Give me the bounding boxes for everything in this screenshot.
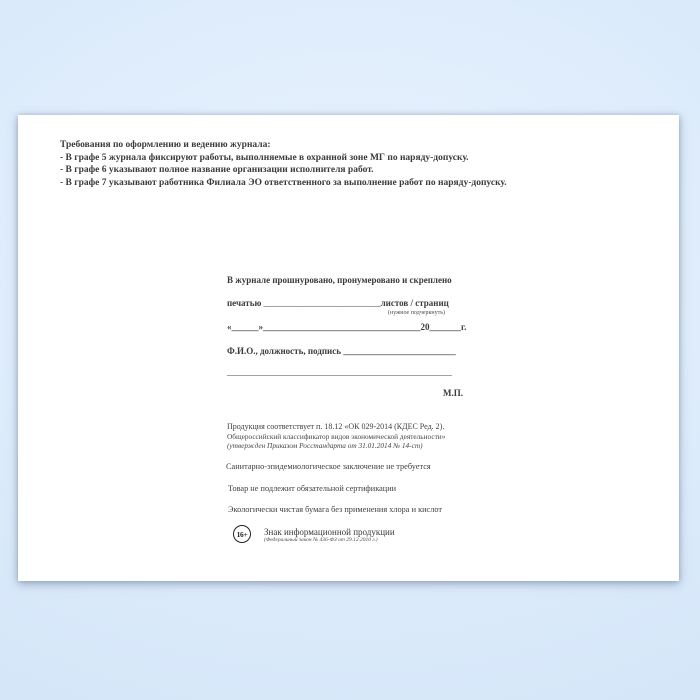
ecology-note: Экологически чистая бумага без применения хлора и кислот bbox=[228, 505, 443, 514]
conformity-line-3: (утвержден Приказом Росстандарта от 31.01.2014 № 14-ст) bbox=[227, 441, 423, 450]
info-mark-law-note: (Федеральный закон № 436-ФЗ от 29.12.2010 г.) bbox=[264, 537, 378, 543]
seal-suffix: листов / страниц bbox=[380, 298, 449, 308]
requirement-item: - В графе 6 указывают полное название организации исполнителя работ. bbox=[60, 165, 374, 176]
requirement-item: - В графе 7 указывают работника Филиала ЭО ответственного за выполнение работ по наряду-допуску. bbox=[60, 178, 507, 189]
underline-note: (нужное подчеркнуть) bbox=[388, 310, 445, 316]
conformity-line-2: Общероссийский классификатор видов экономической деятельности» bbox=[227, 432, 446, 441]
age-16-badge-text: 16+ bbox=[236, 529, 248, 539]
requirements-block bbox=[60, 139, 550, 190]
seal-prefix: печатью bbox=[227, 298, 262, 308]
certification-note: Товар не подлежит обязательной сертификации bbox=[228, 484, 397, 493]
seal-line bbox=[227, 298, 449, 308]
sanitary-note: Санитарно-эпидемиологическое заключение не требуется bbox=[226, 462, 431, 471]
stamp-place-abbr: М.П. bbox=[443, 388, 463, 398]
age-16-badge-icon bbox=[233, 525, 251, 543]
binding-statement: В журнале прошнуровано, пронумеровано и скреплено bbox=[227, 275, 452, 285]
seal-blank-field: __________________________ bbox=[263, 298, 381, 308]
date-blank-line: «______»___________________________________20_______г. bbox=[227, 322, 467, 332]
journal-back-cover bbox=[18, 115, 679, 581]
signature-blank-line: __________________________________________________ bbox=[227, 367, 452, 377]
info-mark-label: Знак информационной продукции bbox=[264, 527, 395, 537]
conformity-line-1: Продукция соответствует п. 18.12 «ОК 029-2014 (КДЕС Ред. 2). bbox=[227, 422, 445, 431]
requirement-item: - В графе 5 журнала фиксируют работы, выполняемые в охранной зоне МГ по наряду-допуску. bbox=[60, 152, 469, 163]
requirements-title: Требования по оформлению и ведению журнала: bbox=[60, 140, 271, 150]
fio-signature-line: Ф.И.О., должность, подпись _________________________ bbox=[227, 346, 456, 356]
